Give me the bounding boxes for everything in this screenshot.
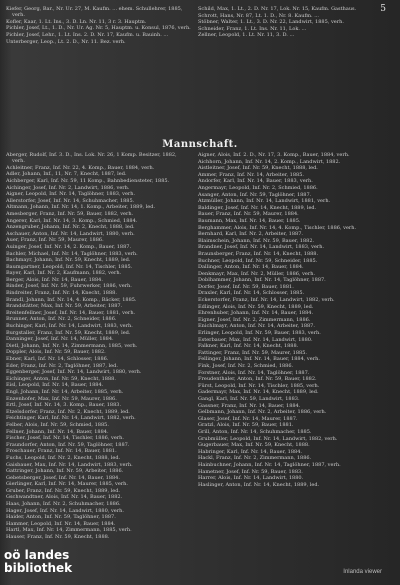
register-entry: Bauer, Franz, Inf. Nr. 59, Maurer, 1884.: [198, 211, 299, 218]
register-entry: Erlinger, Leopold, Inf. Nr. 59, Bauer, 1883, verh.: [198, 330, 321, 337]
register-entry: Gierlinger, Karl, Inf. Nr. 14, Maurer, 1885, verh.: [6, 481, 128, 488]
register-entry: Etzelsdorfer, Franz, Inf. Nr. 2, Knecht, 1889, led.: [6, 408, 130, 415]
register-entry: Habringer, Karl, Inf. Nr. 14, Bauer, 1884.: [198, 448, 302, 455]
register-entry: Eder, Franz, Inf. Nr. 2, Taglöhner, 1887, led.: [6, 362, 118, 369]
register-entry: Angermayr, Leopold, Inf. Nr. 2, Schmied, 1886.: [198, 184, 318, 191]
register-entry: Buchinger, Karl, Inf. Nr. 14, Landwirt, 1883, verh.: [6, 323, 133, 330]
register-entry: Breitenfellner, Josef, Inf. Nr. 14, Bauer, 1881, verh.: [6, 309, 136, 316]
register-entry: Aichinger, Josef, Inf. Nr. 2, Landwirt, 1886, verh.: [6, 184, 130, 191]
register-entry: Zellner, Leopold, 1. Lt. Nr. 11, 3. D. ...: [198, 32, 295, 39]
upper-right-column: [198, 6, 388, 39]
register-entry: Andorfer, Karl, Inf. Nr. 14, Bauer, 1883, verh.: [198, 178, 313, 185]
register-entry: Amesberger, Franz, Inf. Nr. 59, Bauer, 1882, verh.: [6, 210, 134, 217]
register-entry: Haider, Anton, Inf. Nr. 59, Taglöhner, 1887.: [6, 514, 116, 521]
register-entry: Aistleitner, Josef, Inf. Nr. 59, Knecht, 1888, led.: [198, 165, 318, 172]
register-entry: Grill, Anton, Inf. Nr. 14, Schuhmacher, 1885.: [198, 428, 312, 435]
register-entry: Schrott, Hans, Nr. 87, Lt. 1. D., Nr. 8. Kaufm. ...: [198, 12, 319, 19]
register-entry: Bayer, Karl, Inf. Nr. 2, Kaufmann, 1882, verh.: [6, 270, 122, 277]
register-entry: Blaimschein, Johann, Inf. Nr. 59, Bauer, 1882.: [198, 237, 315, 244]
register-entry: Anzengruber, Johann, Inf. Nr. 2, Knecht, 1888, led.: [6, 224, 135, 231]
register-entry: Hartl, Max, Inf. Nr. 14, Zimmermann, 1885, verh.: [6, 527, 132, 534]
register-entry: Angerer, Karl, Inf. Nr. 14, 3. Komp., Schmied, 1884.: [6, 217, 138, 224]
register-entry: Forstner, Alois, Inf. Nr. 14, Taglöhner, 1887.: [198, 369, 310, 376]
register-entry: Doblhammer, Johann, Inf. Nr. 14, Taglöhner, 1887.: [198, 277, 326, 284]
register-entry: Aschauer, Anton, Inf. Nr. 14, Landwirt, 1880, verh.: [6, 230, 135, 237]
register-entry: Aichhorn, Johann, Inf. Nr. 14, 2. Komp., Landwirt, 1882.: [198, 158, 341, 165]
register-entry: Glaser, Josef, Inf. Nr. 14, Maurer, 1887.: [198, 415, 298, 422]
register-entry: Enzenhofer, Max, Inf. Nr. 59, Maurer, 1886.: [6, 395, 117, 402]
register-entry: Feichtinger, Karl, Inf. Nr. 14, Landwirt, 1882, verh.: [6, 415, 136, 422]
register-entry: Gangl, Karl, Inf. Nr. 59, Landwirt, 1883.: [198, 395, 300, 402]
register-entry: Gadermayr, Max, Inf. Nr. 14, Knecht, 1889, led.: [198, 389, 319, 396]
register-entry: Eigner, Josef, Inf. Nr. 2, Zimmermann, 1886.: [198, 316, 311, 323]
register-entry: Gattringer, Johann, Inf. Nr. 59, Arbeiter, 1886.: [6, 468, 124, 475]
register-entry: Gschwandtner, Alois, Inf. Nr. 14, Bauer, 1882.: [6, 494, 123, 501]
register-entry: Fellinger, Johann, Inf. Nr. 14, Bauer, 1884, verh.: [198, 356, 320, 363]
register-entry: Aigner, Alois, Inf. 2. D., Nr. 17, 3. Komp., Bauer, 1884, verh.: [198, 152, 350, 158]
register-entry: Hager, Josef, Inf. Nr. 14, Landwirt, 1880, verh.: [6, 507, 124, 514]
register-entry: Hauser, Franz, Inf. Nr. 59, Knecht, 1888.: [6, 534, 110, 541]
register-entry: Enichlmayr, Anton, Inf. Nr. 14, Arbeiter, 1887.: [198, 323, 315, 330]
register-entry: Atzmüller, Johann, Inf. Nr. 14, Landwirt, 1881, verh.: [198, 198, 331, 205]
register-entry: Hackl, Franz, Inf. Nr. 2, Zimmermann, 1886.: [198, 455, 312, 462]
register-entry: Fischer, Josef, Inf. Nr. 14, Tischler, 1886, verh.: [6, 435, 124, 442]
lower-right-column: [198, 152, 388, 488]
register-entry: Felber, Alois, Inf. Nr. 59, Schmied, 1885.: [6, 421, 109, 428]
register-entry: Binder, Josef, Inf. Nr. 59, Fuhrwerker, 1886, verh.: [6, 283, 132, 290]
register-entry: Esterbauer, Max, Inf. Nr. 14, Landwirt, 1880.: [198, 336, 313, 343]
register-entry: Fink, Josef, Inf. Nr. 2, Schmied, 1886.: [198, 363, 294, 369]
register-entry: Pichler, Josef, Lehr., 1. Lt. Ins. 2. D. Nr. 17, Kaufm. u. Bauinh. ...: [6, 31, 169, 38]
register-entry: Auer, Franz, Inf. Nr. 59, Maurer, 1886.: [6, 237, 104, 244]
viewer-label: Inlanda viewer: [343, 569, 382, 575]
register-entry: Fraundorfer, Anton, Inf. Nr. 59, Taglöhner, 1887.: [6, 441, 130, 448]
register-entry: Dietl, Johann, Inf. Nr. 14, Zimmermann, 1885, verh.: [6, 342, 138, 349]
register-entry: Falkner, Karl, Inf. Nr. 14, Knecht, 1888.: [198, 343, 299, 350]
register-entry: Harrer, Alois, Inf. Nr. 14, Landwirt, 1880.: [198, 475, 304, 482]
register-entry: Denkmayr, Max, Inf. Nr. 2, Müller, 1886, verh.: [198, 270, 316, 277]
register-entry: Aberger, Rudolf, Inf. 3. D., Ins. Lok. Nr. 26, 1 Komp. Besitzer, 1882, verh.: [6, 152, 177, 165]
register-entry: Gugerbauer, Max, Inf. Nr. 59, Knecht, 1888.: [198, 442, 310, 449]
register-entry: Grubmüller, Leopold, Inf. Nr. 14, Landwirt, 1882, verh.: [198, 435, 338, 442]
logo-line-2: bibliothek: [4, 561, 73, 575]
register-entry: Doppler, Alois, Inf. Nr. 59, Bauer, 1882.: [6, 349, 106, 356]
section-heading: Mannschaft.: [162, 139, 238, 150]
register-entry: Gruber, Franz, Inf. Nr. 59, Knecht, 1889, led.: [6, 487, 121, 494]
register-entry: Draxler, Karl, Inf. Nr. 14, Schlosser, 1885.: [198, 290, 305, 297]
register-entry: Achleitner, Franz, Inf. Nr. 22, 4. Komp., Bauer, 1884, verh.: [6, 164, 155, 171]
register-entry: Dorfer, Josef, Inf. Nr. 59, Bauer, 1881.: [198, 283, 294, 290]
register-entry: Froschauer, Franz, Inf. Nr. 14, Bauer, 1881.: [6, 448, 117, 455]
register-entry: Brunner, Anton, Inf. Nr. 2, Schneider, 1886.: [6, 316, 117, 323]
register-entry: Auinger, Josef, Inf. Nr. 14, 2. Komp., Bauer, 1887.: [6, 243, 132, 250]
register-entry: Engl, Johann, Inf. Nr. 14, Arbeiter, 1885, verh.: [6, 388, 124, 395]
register-entry: Kiefer, Georg, Bar., Nr. Ur. 27, M. Kaufm. ... ehem. Schullehrer, 1885, verh.: [6, 6, 183, 19]
register-entry: Unterberger, Leop., Lt. 2. D., Nr. 11. Bez. verh.: [6, 38, 126, 45]
register-entry: Fuchs, Leopold, Inf. Nr. 2, Knecht, 1888, led.: [6, 454, 121, 461]
register-entry: Bachler, Michael, Inf. Nr. 14, Taglöhner, 1883, verh.: [6, 250, 138, 257]
register-entry: Ebner, Karl, Inf. Nr. 14, Schlosser, 1886.: [6, 356, 109, 363]
register-entry: Eisl, Leopold, Inf. Nr. 14, Bauer, 1884.: [6, 382, 104, 389]
register-entry: Danninger, Josef, Inf. Nr. 14, Müller, 1884.: [6, 336, 114, 343]
register-entry: Schneider, Franz, 1. Lt. Ins. Nr. 11, Lok. ...: [198, 25, 307, 32]
register-entry: Fellner, Johann, Inf. Nr. 14, Bauer, 1884.: [6, 428, 109, 435]
library-logo: [4, 549, 72, 575]
register-entry: Bindreiter, Franz, Inf. Nr. 14, Knecht, 1888.: [6, 290, 117, 297]
register-entry: Gebetsberger, Josef, Inf. Nr. 14, Bauer, 1884.: [6, 474, 120, 481]
register-entry: Bernhard, Karl, Inf. Nr. 2, Arbeiter, 1887.: [198, 231, 303, 238]
register-entry: Fattinger, Franz, Inf. Nr. 59, Maurer, 1885.: [198, 349, 307, 356]
register-entry: Altmann, Johann, Inf. Nr. 14, 1. Komp., Arbeiter, 1889, led.: [6, 204, 156, 211]
register-entry: Asanger, Anton, Inf. Nr. 59, Taglöhner, 1887.: [198, 191, 312, 198]
logo-line-1: oö landes: [4, 548, 70, 562]
register-entry: Ammer, Franz, Inf. Nr. 14, Arbeiter, 1885.: [198, 171, 304, 178]
lower-left-column: [6, 152, 191, 541]
register-entry: Stöbner, Walter, 1. Lt., 3. D. Nr. 22, Landwirt, 1885, verh.: [198, 19, 344, 26]
register-entry: Kofler, Kaar, 1. Lt. Ins., 3. D. Ln. Nr. 11, 3 r. 3. Hauptm.: [6, 18, 147, 25]
register-entry: Hametner, Josef, Inf. Nr. 59, Bauer, 1883.: [198, 468, 303, 475]
register-entry: Hainbuchner, Johann, Inf. Nr. 14, Taglöhner, 1887, verh.: [198, 461, 341, 468]
register-entry: Gaisbauer, Max, Inf. Nr. 14, Landwirt, 1883, verh.: [6, 461, 133, 468]
upper-left-column: [6, 6, 191, 45]
page-number: 5: [380, 4, 386, 14]
register-entry: Haslinger, Anton, Inf. Nr. 14, Knecht, 1889, led.: [198, 481, 320, 488]
register-entry: Eckerstorfer, Franz, Inf. Nr. 14, Landwirt, 1882, verh.: [198, 297, 335, 304]
register-entry: Brandstätter, Max, Inf. Nr. 59, Arbeiter, 1887.: [6, 303, 123, 310]
register-entry: Gassner, Franz, Inf. Nr. 14, Bauer, 1884.: [198, 402, 301, 409]
register-entry: Baumgartner, Leopold, Inf. Nr. 14, Tischler, 1885.: [6, 263, 133, 270]
register-entry: Gelbmann, Johann, Inf. Nr. 2, Arbeiter, 1886, verh.: [198, 409, 327, 416]
register-entry: Brandl, Johann, Inf. Nr. 14, 4. Komp., Bäcker, 1885.: [6, 296, 137, 303]
register-entry: Freudenthaler, Anton, Inf. Nr. 59, Bauer, 1882.: [198, 376, 317, 383]
register-entry: Brandner, Josef, Inf. Nr. 14, Landwirt, 1883, verh.: [198, 244, 325, 251]
register-entry: Pichler, Josef, Lt., 1. D., Nr. Ur. Ag. Nr. 5, Hauptm. u. Konsul, 1876, verh.: [6, 25, 191, 32]
register-entry: Ehrenhuber, Johann, Inf. Nr. 14, Bauer, 1884.: [198, 310, 314, 317]
register-entry: Baumann, Max, Inf. Nr. 14, Bauer, 1885.: [198, 217, 301, 224]
register-entry: Berger, Alois, Inf. Nr. 14, Bauer, 1884.: [6, 276, 103, 283]
register-entry: Eichinger, Anton, Inf. Nr. 59, Knecht, 1888.: [6, 375, 116, 382]
register-entry: Hammer, Leopold, Inf. Nr. 14, Bauer, 1884.: [6, 520, 116, 527]
register-entry: Edlinger, Alois, Inf. Nr. 59, Knecht, 1889, led.: [198, 303, 314, 310]
register-entry: Berghammer, Alois, Inf. Nr. 14, 4. Komp., Tischler, 1886, verh.: [198, 224, 357, 231]
register-entry: Baldinger, Josef, Inf. Nr. 14, Knecht, 1889, led.: [198, 204, 317, 211]
register-entry: Buchner, Leopold, Inf. Nr. 59, Schneider, 1885.: [198, 257, 318, 264]
register-entry: Aigner, Leopold, Inf. Nr. 14, Taglöhner, 1883, verh.: [6, 191, 136, 198]
register-entry: Fürst, Leopold, Inf. Nr. 14, Tischler, 1885, verh.: [198, 382, 320, 389]
register-entry: Eggenberger, Josef, Inf. Nr. 14, Landwirt, 1880, verh.: [6, 369, 142, 376]
register-entry: Allerstorfer, Josef, Inf. Nr. 14, Schuhmacher, 1885.: [6, 197, 135, 204]
register-entry: Burgstaller, Franz, Inf. Nr. 59, Knecht, 1889, led.: [6, 329, 131, 336]
register-entry: Dallinger, Anton, Inf. Nr. 14, Bauer, 1884.: [198, 264, 304, 271]
register-entry: Schild, Max, 1. Lt., 2. D. Nr. 17, Lok. Nr. 15, Kaufm. Gasthaus.: [198, 6, 357, 12]
register-entry: Aichberger, Karl, Inf. Nr. 59, 11 Komp., Bahnbediensteter, 1885.: [6, 177, 170, 184]
register-entry: Haas, Johann, Inf. Nr. 2, Schuhmacher, 1886.: [6, 501, 121, 508]
register-entry: Bachmayr, Johann, Inf. Nr. 59, Knecht, 1889, led.: [6, 257, 131, 264]
register-entry: Gratzl, Alois, Inf. Nr. 59, Bauer, 1881.: [198, 422, 294, 429]
register-entry: Ertl, Josef, Inf. Nr. 14, 3. Komp., Bauer, 1883.: [6, 402, 122, 409]
register-entry: Adler, Johann, Inf., 11, Nr. 7, Knecht, 1887, led.: [6, 171, 127, 178]
register-entry: Braunsberger, Franz, Inf. Nr. 14, Knecht, 1888.: [198, 250, 319, 257]
